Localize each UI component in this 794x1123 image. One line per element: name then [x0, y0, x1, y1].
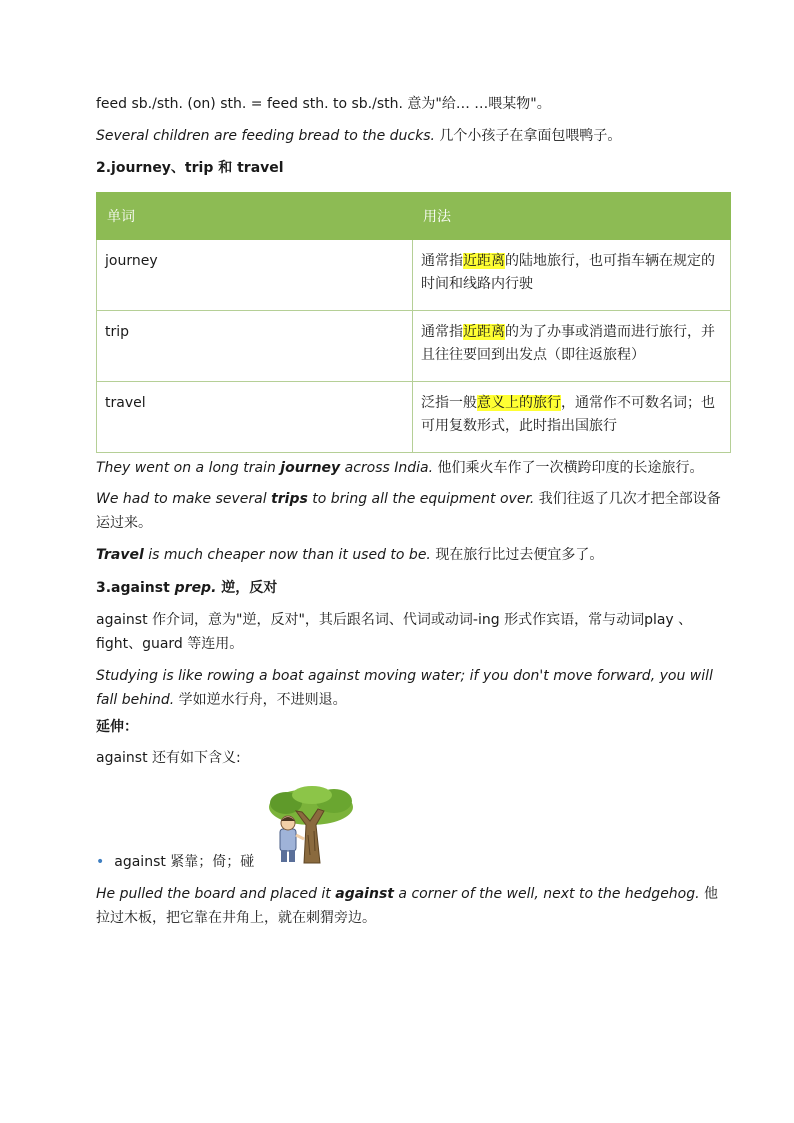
table-header-word: 单词 — [97, 193, 413, 240]
section-heading-3 — [96, 576, 730, 600]
usage-highlight: 近距离 — [463, 324, 505, 340]
example-text: We had to make several — [96, 491, 272, 507]
example-translation: 学如逆水行舟，不进则退。 — [174, 692, 347, 708]
table-cell-word: journey — [97, 240, 413, 311]
table-header-usage: 用法 — [413, 193, 731, 240]
example-text: is much cheaper now than it used to be. — [143, 547, 431, 563]
bullet-item — [96, 850, 730, 874]
example-text: He pulled the board and placed it — [96, 886, 336, 902]
usage-text: 的为了办事或消遣而进行旅行，并且往往要回到出发点（即往返旅程） — [421, 324, 715, 363]
usage-text: 的陆地旅行，也可指车辆在规定的时间和线路内行驶 — [421, 253, 715, 292]
example-translation: 他拉过木板，把它靠在井角上，就在刺猬旁边。 — [96, 886, 719, 926]
example-translation: 现在旅行比过去便宜多了。 — [430, 547, 604, 563]
table-cell-usage — [413, 311, 731, 382]
feed-example — [96, 124, 730, 148]
heading-meaning: 逆，反对 — [216, 580, 278, 596]
against-definition: against 作介词，意为"逆，反对"，其后跟名词、代词或动词-ing 形式作宾语，常与动词play 、fight、guard 等连用。 — [96, 612, 693, 652]
table-cell-usage — [413, 382, 731, 453]
example-translation: 我们往返了几次才把全部设备运过来。 — [96, 491, 721, 531]
usage-highlight: 意义上的旅行 — [477, 395, 561, 411]
example-text: to bring all the equipment over. — [307, 491, 535, 507]
example-keyword: Travel — [96, 547, 144, 563]
usage-text: 泛指一般 — [421, 395, 477, 411]
section-heading-2: 2.journey、trip 和 travel — [96, 160, 284, 176]
table-row — [97, 382, 731, 453]
table-cell-usage — [413, 240, 731, 311]
usage-text: 通常指 — [421, 324, 463, 340]
extension-heading: 延伸： — [96, 719, 138, 735]
example-text: across India. — [340, 460, 434, 476]
journey-example — [96, 456, 730, 480]
usage-text: ，通常作不可数名词；也可用复数形式，此时指出国旅行 — [421, 395, 715, 434]
table-row — [97, 311, 731, 382]
trip-example — [96, 487, 730, 535]
example-text: a corner of the well, next to the hedgehog. — [393, 886, 700, 902]
example-text: Studying is like rowing a boat against moving water; if you don't move forward, you will fall behind. — [96, 668, 713, 708]
example-translation: 他们乘火车作了一次横跨印度的长途旅行。 — [433, 460, 704, 476]
bullet-text: against 紧靠；倚；碰 — [114, 854, 255, 870]
example-text: They went on a long train — [96, 460, 281, 476]
table-cell-word: trip — [97, 311, 413, 382]
example-keyword: against — [335, 886, 394, 902]
table-row — [97, 240, 731, 311]
heading-word: 3.against — [96, 580, 175, 596]
extension-definition: against 还有如下含义: — [96, 750, 241, 766]
heading-pos: prep. — [174, 580, 217, 596]
against-example — [96, 664, 730, 712]
word-usage-table — [96, 192, 731, 453]
feed-example-zh: 几个小孩子在拿面包喂鸭子。 — [434, 128, 622, 144]
feed-definition: feed sb./sth. (on) sth. = feed sth. to sb./sth. 意为"给… …喂某物"。 — [96, 96, 551, 112]
usage-text: 通常指 — [421, 253, 463, 269]
table-cell-word: travel — [97, 382, 413, 453]
travel-example — [96, 543, 730, 567]
bullet-dot-icon: • — [96, 854, 105, 870]
table-header-row — [97, 193, 731, 240]
usage-highlight: 近距离 — [463, 253, 505, 269]
example-keyword: trips — [271, 491, 308, 507]
feed-example-en: Several children are feeding bread to the ducks. — [96, 128, 435, 144]
against-lean-example — [96, 882, 730, 930]
example-keyword: journey — [280, 460, 341, 476]
